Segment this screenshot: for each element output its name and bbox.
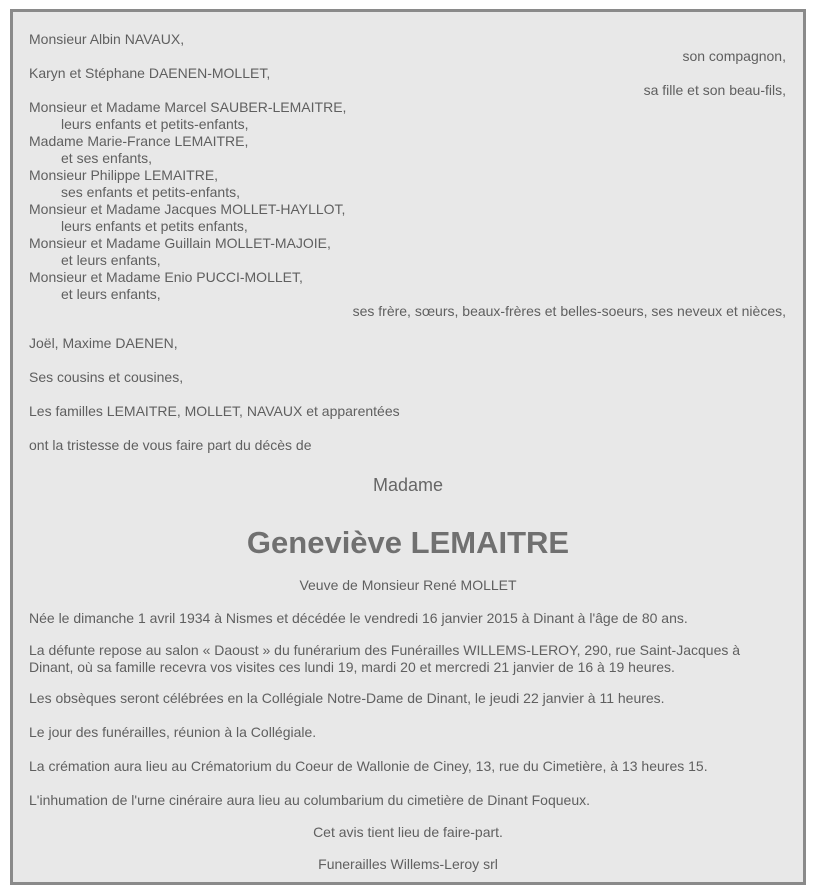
sibling-line: leurs enfants et petits enfants,: [61, 218, 248, 234]
birth-death-line: Née le dimanche 1 avril 1934 à Nismes et décédée le vendredi 16 janvier 2015 à Dinant à l'âge de 80 ans.: [29, 610, 688, 626]
sibling-line: et ses enfants,: [61, 150, 153, 166]
deceased-name: Geneviève LEMAITRE: [246, 525, 570, 560]
sibling-line: Madame Marie-France LEMAITRE,: [29, 133, 249, 149]
sibling-line: et leurs enfants,: [61, 286, 161, 302]
sibling-line: Monsieur et Madame Enio PUCCI-MOLLET,: [29, 269, 303, 285]
sibling-line: Monsieur et Madame Jacques MOLLET-HAYLLOT,: [29, 201, 346, 217]
deceased-title: Madame: [372, 475, 444, 495]
widow-line: Veuve de Monsieur René MOLLET: [299, 577, 517, 593]
family-member-karyn: Karyn et Stéphane DAENEN-MOLLET,: [29, 65, 271, 81]
inhumation-line: L'inhumation de l'urne cinéraire aura lieu au columbarium du cimetière de Dinant Foqueux.: [29, 792, 590, 808]
funeral-line: Les obsèques seront célébrées en la Collégiale Notre-Dame de Dinant, le jeudi 22 janvier à 11 heures.: [29, 690, 665, 706]
family-member-albin: Monsieur Albin NAVAUX,: [29, 31, 185, 47]
sibling-line: Monsieur et Madame Guillain MOLLET-MAJOIE,: [29, 235, 331, 251]
families: Les familles LEMAITRE, MOLLET, NAVAUX et apparentées: [29, 403, 400, 419]
sibling-line: Monsieur et Madame Marcel SAUBER-LEMAITRE,: [29, 99, 347, 115]
relation-daughter: sa fille et son beau-fils,: [643, 82, 786, 98]
relation-siblings: ses frère, sœurs, beaux-frères et belles-soeurs, ses neveux et nièces,: [352, 303, 786, 319]
repose-line: Dinant, où sa famille recevra vos visites ces lundi 19, mardi 20 et mercredi 21 janvier de 16 à 19 heures.: [29, 659, 675, 675]
sibling-line: leurs enfants et petits-enfants,: [61, 116, 249, 132]
sibling-line: ses enfants et petits-enfants,: [61, 184, 240, 200]
relation-companion: son compagnon,: [682, 48, 786, 64]
sibling-line: Monsieur Philippe LEMAITRE,: [29, 167, 219, 183]
announcement: ont la tristesse de vous faire part du décès de: [29, 437, 312, 453]
cousins: Ses cousins et cousines,: [29, 369, 184, 385]
cremation-line: La crémation aura lieu au Crématorium du Coeur de Wallonie de Ciney, 13, rue du Cimetière, à 13 heures 15.: [29, 758, 708, 774]
repose-line: La défunte repose au salon « Daoust » du funérarium des Funérailles WILLEMS-LEROY, 290, rue Saint-Jacques à: [29, 642, 741, 658]
undertaker-name: Funerailles Willems-Leroy srl: [318, 856, 498, 872]
obituary-notice: [10, 9, 806, 885]
meeting-line: Le jour des funérailles, réunion à la Collégiale.: [29, 724, 317, 740]
grandchildren: Joël, Maxime DAENEN,: [29, 335, 178, 351]
sibling-line: et leurs enfants,: [61, 252, 161, 268]
faire-part-note: Cet avis tient lieu de faire-part.: [313, 824, 503, 840]
